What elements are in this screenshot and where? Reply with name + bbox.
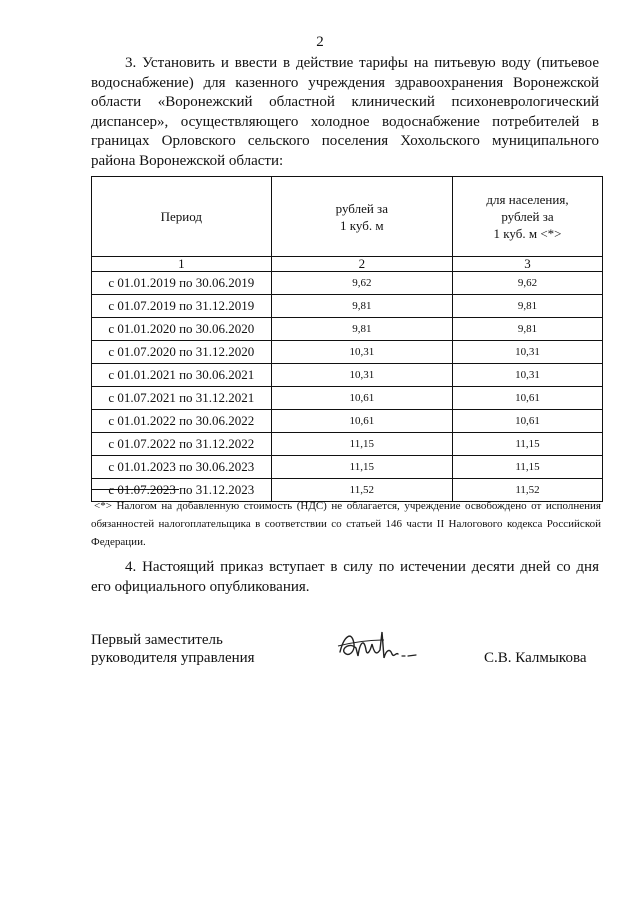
header-pop-line2: рублей за — [501, 209, 554, 224]
row-population-value: 9,81 — [453, 295, 603, 318]
row-rub-value: 9,81 — [271, 318, 452, 341]
row-period: с 01.01.2019 по 30.06.2019 — [92, 272, 272, 295]
table-row — [92, 318, 603, 341]
header-rub-line1: рублей за — [335, 200, 388, 216]
signatory-title — [91, 631, 255, 667]
signatory-name: С.В. Калмыкова — [484, 650, 587, 666]
row-rub-value: 11,15 — [271, 456, 452, 479]
row-period: с 01.07.2020 по 31.12.2020 — [92, 341, 272, 364]
row-population-value: 10,61 — [453, 387, 603, 410]
table-row — [92, 295, 603, 318]
column-number-2: 2 — [271, 257, 452, 272]
column-number-3: 3 — [453, 257, 603, 272]
column-number-1: 1 — [92, 257, 272, 272]
handwritten-signature — [334, 622, 424, 670]
signatory-title-line2: руководителя управления — [91, 650, 255, 666]
table-row — [92, 433, 603, 456]
row-period: с 01.01.2022 по 30.06.2022 — [92, 410, 272, 433]
footnote-separator — [91, 489, 179, 490]
row-population-value: 11,52 — [453, 479, 603, 502]
table-row — [92, 364, 603, 387]
column-number-row — [92, 257, 603, 272]
row-period: с 01.07.2021 по 31.12.2021 — [92, 387, 272, 410]
row-rub-value: 10,61 — [271, 387, 452, 410]
table-header-row — [92, 177, 603, 257]
row-population-value: 10,31 — [453, 341, 603, 364]
row-rub-value: 9,62 — [271, 272, 452, 295]
table-row — [92, 341, 603, 364]
row-rub-value: 10,31 — [271, 341, 452, 364]
table-row — [92, 272, 603, 295]
row-rub-value: 11,52 — [271, 479, 452, 502]
row-period: с 01.07.2019 по 31.12.2019 — [92, 295, 272, 318]
row-period: с 01.01.2023 по 30.06.2023 — [92, 456, 272, 479]
table-row — [92, 387, 603, 410]
row-population-value: 9,62 — [453, 272, 603, 295]
row-period: с 01.07.2022 по 31.12.2022 — [92, 433, 272, 456]
row-rub-value: 10,31 — [271, 364, 452, 387]
paragraph-4: 4. Настоящий приказ вступает в силу по истечении десяти дней со дня его официального опубликования. — [91, 559, 599, 595]
footnote: <*> Налогом на добавленную стоимость (НДС) не облагается, учреждение освобождено от исполнения обязанностей налогоплательщика в соответствии со статьей 146 части II Налогового кодекса Российской Федерации. — [91, 500, 601, 548]
row-rub-value: 10,61 — [271, 410, 452, 433]
row-population-value: 11,15 — [453, 433, 603, 456]
row-rub-value: 9,81 — [271, 295, 452, 318]
row-population-value: 10,61 — [453, 410, 603, 433]
row-population-value: 10,31 — [453, 364, 603, 387]
row-rub-value: 11,15 — [271, 433, 452, 456]
signatory-title-line1: Первый заместитель — [91, 632, 223, 648]
row-population-value: 11,15 — [453, 456, 603, 479]
row-period: с 01.01.2020 по 30.06.2020 — [92, 318, 272, 341]
tariff-table — [91, 176, 603, 502]
header-rub — [271, 177, 452, 257]
header-period: Период — [92, 177, 272, 257]
page-number: 2 — [316, 34, 324, 50]
header-pop-line3: 1 куб. м <*> — [493, 226, 562, 241]
table-row — [92, 456, 603, 479]
row-period: с 01.07.2023 по 31.12.2023 — [92, 479, 272, 502]
header-rub-line2: 1 куб. м — [340, 217, 384, 233]
header-population — [453, 177, 603, 257]
paragraph-3: 3. Установить и ввести в действие тарифы на питьевую воду (питьевое водоснабжение) для казенного учреждения здравоохранения Воронежской области «Воронежский областной клинический психоневрологический диспансер», осуществляющего холодное водоснабжение потребителей в границах Орловского сельского поселения Хохольского муниципального района Воронежской области: — [91, 55, 599, 169]
row-population-value: 9,81 — [453, 318, 603, 341]
row-period: с 01.01.2021 по 30.06.2021 — [92, 364, 272, 387]
header-pop-line1: для населения, — [486, 192, 569, 207]
table-row — [92, 410, 603, 433]
